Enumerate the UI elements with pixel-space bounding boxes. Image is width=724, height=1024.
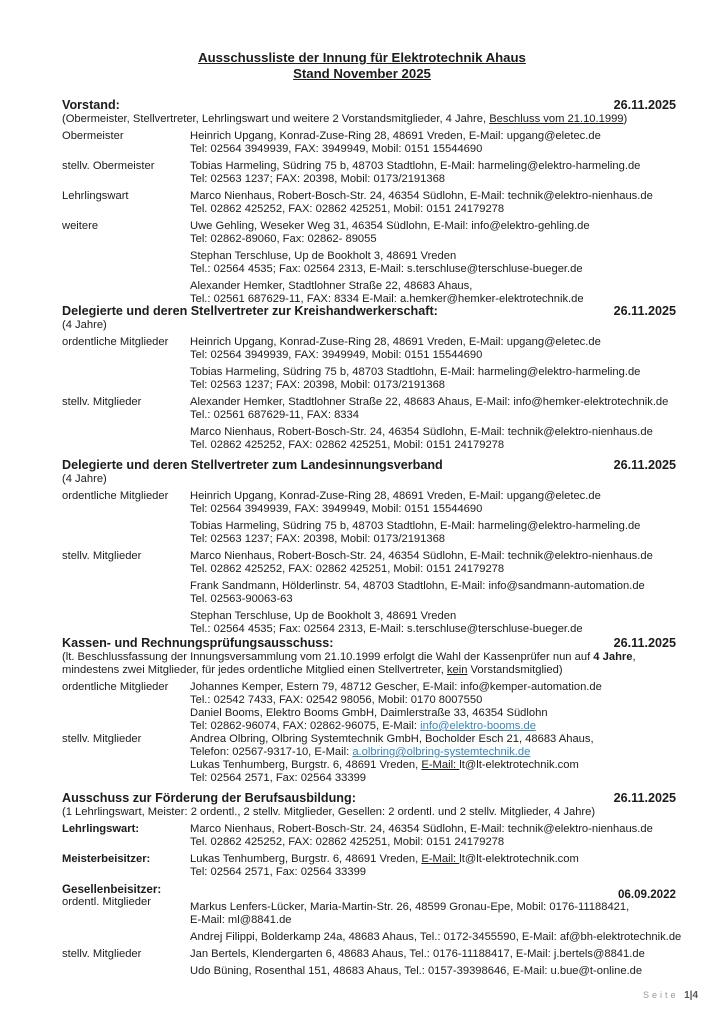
member-line: Lukas Tenhumberg, Burgstr. 6, 48691 Vreden, E-Mail: lt@lt-elektrotechnik.com [190,853,579,865]
role-label: stellv. Mitglieder [62,733,142,745]
email-link[interactable]: a.olbring@olbring-systemtechnik.de [352,746,531,758]
role-label: ordentliche Mitglieder [62,490,169,502]
member-line: Tel: 02563 1237; FAX: 20398, Mobil: 0173/2191368 [190,533,446,545]
member-line: Markus Lenfers-Lücker, Maria-Martin-Str. 26, 48599 Gronau-Epe, Mobil: 0176-11188421, [190,901,630,913]
member-line: Daniel Booms, Elektro Booms GmbH, Daimlerstraße 33, 46354 Südlohn [190,707,548,719]
member-line: Tel. 02862 425252, FAX: 02862 425251, Mobil: 0151 24179278 [190,836,505,848]
member-row [62,823,676,849]
member-row [62,580,676,606]
member-line: Andrea Olbring, Olbring Systemtechnik GmbH, Bocholder Esch 21, 48683 Ahaus, [190,733,594,745]
member-row [62,426,676,452]
section-heading: Delegierte und deren Stellvertreter zum Landesinnungsverband [62,458,443,472]
member-line: Tel. 02862 425252, FAX: 02862 425251, Mobil: 0151 24179278 [190,439,505,451]
page-number: Seite 1|4 [643,990,698,1001]
member-line: Heinrich Upgang, Konrad-Zuse-Ring 28, 48691 Vreden, E-Mail: upgang@eletec.de [190,490,601,502]
member-row [62,366,676,392]
role-label [62,250,190,276]
member-line: Lukas Tenhumberg, Burgstr. 6, 48691 Vreden, E-Mail: lt@lt-elektrotechnik.com [190,759,579,771]
member-line: Andrej Filippi, Bolderkamp 24a, 48683 Ahaus, Tel.: 0172-3455590, E-Mail: af@bh-elektrotechnik.de [190,931,682,943]
member-line: Tobias Harmeling, Südring 75 b, 48703 Stadtlohn, E-Mail: harmeling@elektro-harmeling.de [190,520,641,532]
member-line: Uwe Gehling, Weseker Weg 31, 46354 Südlohn, E-Mail: info@elektro-gehling.de [190,220,590,232]
section-berufsausbildung [62,791,682,978]
member-line: Telefon: 02567-9317-10, E-Mail: a.olbring@olbring-systemtechnik.de [190,746,531,758]
member-row [62,550,676,576]
role-label: stellv. Mitglieder [62,550,142,562]
subheading-gesellenbeisitzer: Gesellenbeisitzer: 06.09.2022 [62,883,676,901]
role-label: stellv. Mitglieder [62,948,142,960]
member-row [62,336,676,362]
section-heading: Ausschuss zur Förderung der Berufsausbildung: [62,791,356,805]
member-row [62,190,676,216]
member-line: Tel: 02564 3949939, FAX: 3949949, Mobil: 0151 15544690 [190,503,483,515]
member-line: Tel: 02563 1237; FAX: 20398, Mobil: 0173/2191368 [190,173,446,185]
role-label: ordentliche Mitglieder [62,681,169,693]
section-kreishandwerkerschaft [62,304,676,452]
member-line: Tel.: 02561 687629-11, FAX: 8334 E-Mail: a.hemker@hemker-elektrotechnik.de [190,293,584,305]
title-line-2: Stand November 2025 [293,66,431,81]
member-row [62,130,676,156]
section-landesinnungsverband [62,458,676,636]
member-row [62,396,676,422]
member-line: Tel. 02862 425252, FAX: 02862 425251, Mobil: 0151 24179278 [190,203,505,215]
role-label: Meisterbeisitzer: [62,853,151,865]
member-line: E-Mail: ml@8841.de [190,914,292,926]
member-row [62,160,676,186]
member-row [62,896,682,944]
section-date: 06.09.2022 [617,888,676,901]
role-label [62,366,190,392]
member-line: Jan Bertels, Klendergarten 6, 48683 Ahaus, Tel.: 0176-11188417, E-Mail: j.bertels@8841.de [190,948,645,960]
member-line: Alexander Hemker, Stadtlohner Straße 22, 48683 Ahaus, [190,280,473,292]
member-line: Tel: 02563 1237; FAX: 20398, Mobil: 0173/2191368 [190,379,446,391]
member-line: Stephan Terschluse, Up de Bookholt 3, 48691 Vreden [190,610,457,622]
member-row [62,853,676,879]
role-label [62,610,190,636]
member-line: Tel.: 02542 7433, FAX: 02542 98056, Mobil: 0170 8007550 [190,694,483,706]
section-note-2: mindestens zwei Mitglieder, für jedes ordentliche Mitglied einen Stellvertreter, kein Vorstandsmitglied) [62,664,563,676]
member-line: Tel.: 02564 4535; Fax: 02564 2313, E-Mail: s.terschluse@terschluse-bueger.de [190,263,583,275]
member-row [62,610,676,636]
section-note: (4 Jahre) [62,319,107,331]
document-title [0,50,724,82]
member-line: Tel: 02564 3949939, FAX: 3949949, Mobil: 0151 15544690 [190,349,483,361]
title-line-1: Ausschussliste der Innung für Elektrotechnik Ahaus [198,50,526,65]
member-line: Marco Nienhaus, Robert-Bosch-Str. 24, 46354 Südlohn, E-Mail: technik@elektro-nienhaus.de [190,550,653,562]
section-note: (lt. Beschlussfassung der Innungsversammlung vom 21.10.1999 erfolgt die Wahl der Kassenprüfer nun auf 4 Jahre, [62,651,636,663]
role-label [62,280,190,306]
section-note: (4 Jahre) [62,473,107,485]
member-line: Alexander Hemker, Stadtlohner Straße 22, 48683 Ahaus, E-Mail: info@hemker-elektrotechnik.de [190,396,669,408]
role-label: Lehrlingswart: [62,823,140,835]
role-label [62,580,190,606]
member-row [62,948,676,978]
member-line: Tobias Harmeling, Südring 75 b, 48703 Stadtlohn, E-Mail: harmeling@elektro-harmeling.de [190,160,641,172]
section-date: 26.11.2025 [613,636,676,650]
role-label: Lehrlingswart [62,190,129,202]
member-line: Tel. 02563-90063-63 [190,593,293,605]
section-note: (Obermeister, Stellvertreter, Lehrlingswart und weitere 2 Vorstandsmitglieder, 4 Jahre, Beschluss vom 21.10.1999) [62,113,628,125]
role-label: weitere [62,220,99,232]
member-line: Tel.: 02564 4535; Fax: 02564 2313, E-Mail: s.terschluse@terschluse-bueger.de [190,623,583,635]
member-line: Marco Nienhaus, Robert-Bosch-Str. 24, 46354 Südlohn, E-Mail: technik@elektro-nienhaus.de [190,426,653,438]
member-row [62,681,676,733]
section-date: 26.11.2025 [613,98,676,112]
member-row [62,280,676,306]
section-date: 26.11.2025 [613,458,676,472]
section-note: (1 Lehrlingswart, Meister: 2 ordentl., 2 stellv. Mitglieder, Gesellen: 2 ordentl. und 2 stellv. Mitglieder, 4 Jahre) [62,806,596,818]
member-row [62,250,676,276]
section-heading: Vorstand: [62,98,120,112]
member-line: Heinrich Upgang, Konrad-Zuse-Ring 28, 48691 Vreden, E-Mail: upgang@eletec.de [190,130,601,142]
member-line: Stephan Terschluse, Up de Bookholt 3, 48691 Vreden [190,250,457,262]
section-kassenpruefung [62,636,676,785]
member-line: Tel: 02564 2571, Fax: 02564 33399 [190,866,367,878]
member-row [62,220,676,246]
member-line: Marco Nienhaus, Robert-Bosch-Str. 24, 46354 Südlohn, E-Mail: technik@elektro-nienhaus.de [190,190,653,202]
member-line: Tel. 02862 425252, FAX: 02862 425251, Mobil: 0151 24179278 [190,563,505,575]
member-line: Tel: 02564 2571, Fax: 02564 33399 [190,772,367,784]
member-row [62,490,676,516]
section-heading: Delegierte und deren Stellvertreter zur Kreishandwerkerschaft: [62,304,438,318]
role-label: Obermeister [62,130,124,142]
member-row [62,733,676,785]
section-heading: Kassen- und Rechnungsprüfungsausschuss: [62,636,334,650]
member-line: Frank Sandmann, Hölderlinstr. 54, 48703 Stadtlohn, E-Mail: info@sandmann-automation.de [190,580,645,592]
member-line: Marco Nienhaus, Robert-Bosch-Str. 24, 46354 Südlohn, E-Mail: technik@elektro-nienhaus.de [190,823,653,835]
member-line: Tel.: 02561 687629-11, FAX: 8334 [190,409,359,421]
member-line: Tel: 02564 3949939, FAX: 3949949, Mobil: 0151 15544690 [190,143,483,155]
member-line: Johannes Kemper, Estern 79, 48712 Gescher, E-Mail: info@kemper-automation.de [190,681,602,693]
member-line: Heinrich Upgang, Konrad-Zuse-Ring 28, 48691 Vreden, E-Mail: upgang@eletec.de [190,336,601,348]
role-label: stellv. Mitglieder [62,396,142,408]
role-label: ordentl. Mitglieder [62,896,151,908]
email-link[interactable]: info@elektro-booms.de [420,720,536,732]
role-label [62,520,190,546]
member-line: Udo Büning, Rosenthal 151, 48683 Ahaus, Tel.: 0157-39398646, E-Mail: u.bue@t-online.de [190,965,643,977]
member-line: Tel: 02862-96074, FAX: 02862-96075, E-Mail: info@elektro-booms.de [190,720,536,732]
role-label: stellv. Obermeister [62,160,155,172]
section-vorstand [62,98,676,306]
member-line: Tel: 02862-89060, Fax: 02862- 89055 [190,233,377,245]
role-label [62,426,190,452]
role-label: ordentliche Mitglieder [62,336,169,348]
member-line: Tobias Harmeling, Südring 75 b, 48703 Stadtlohn, E-Mail: harmeling@elektro-harmeling.de [190,366,641,378]
member-row [62,520,676,546]
section-date: 26.11.2025 [613,304,676,318]
section-date: 26.11.2025 [613,791,676,805]
